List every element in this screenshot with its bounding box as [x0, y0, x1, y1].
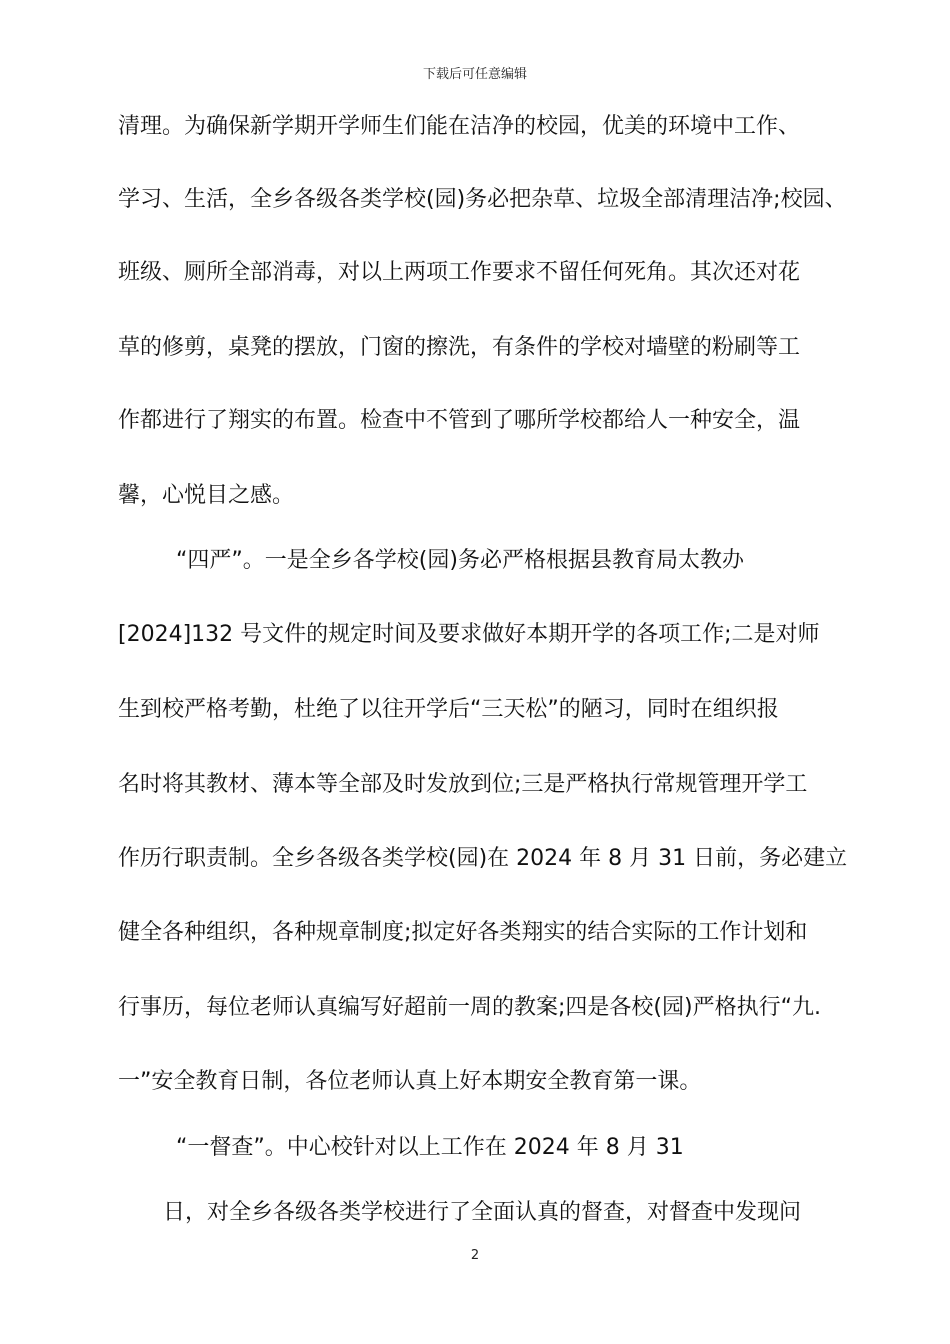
body-line: 健全各种组织，各种规章制度;拟定好各类翔实的结合实际的工作计划和: [118, 920, 808, 945]
page-header: 下载后可任意编辑: [422, 67, 527, 82]
body-line: 一”安全教育日制，各位老师认真上好本期安全教育第一课。: [118, 1069, 702, 1094]
body-line: “一督查”。中心校针对以上工作在 2024 年 8 月 31: [176, 1135, 684, 1160]
body-line: 作历行职责制。全乡各级各类学校(园)在 2024 年 8 月 31 日前，务必建立: [118, 846, 848, 871]
body-line: 行事历，每位老师认真编写好超前一周的教案;四是各校(园)严格执行“九.: [118, 995, 821, 1020]
body-line: 学习、生活，全乡各级各类学校(园)务必把杂草、垃圾全部清理洁净;校园、: [118, 187, 847, 212]
body-line: 日，对全乡各级各类学校进行了全面认真的督查，对督查中发现问: [163, 1200, 802, 1225]
page-number: 2: [470, 1248, 480, 1263]
body-line: 馨，心悦目之感。: [118, 483, 295, 508]
body-line: 草的修剪，桌凳的摆放，门窗的擦洗，有条件的学校对墙壁的粉刷等工: [118, 335, 801, 360]
body-line: [2024]132 号文件的规定时间及要求做好本期开学的各项工作;二是对师: [118, 622, 820, 647]
body-line: 班级、厕所全部消毒，对以上两项工作要求不留任何死角。其次还对花: [118, 260, 801, 285]
body-line: “四严”。一是全乡各学校(园)务必严格根据县教育局太教办: [176, 548, 744, 573]
body-line: 作都进行了翔实的布置。检查中不管到了哪所学校都给人一种安全，温: [118, 408, 801, 433]
body-line: 清理。为确保新学期开学师生们能在洁净的校园，优美的环境中工作、: [118, 114, 801, 139]
body-line: 名时将其教材、薄本等全部及时发放到位;三是严格执行常规管理开学工: [118, 772, 808, 797]
body-line: 生到校严格考勤，杜绝了以往开学后“三天松”的陋习，同时在组织报: [118, 697, 779, 722]
